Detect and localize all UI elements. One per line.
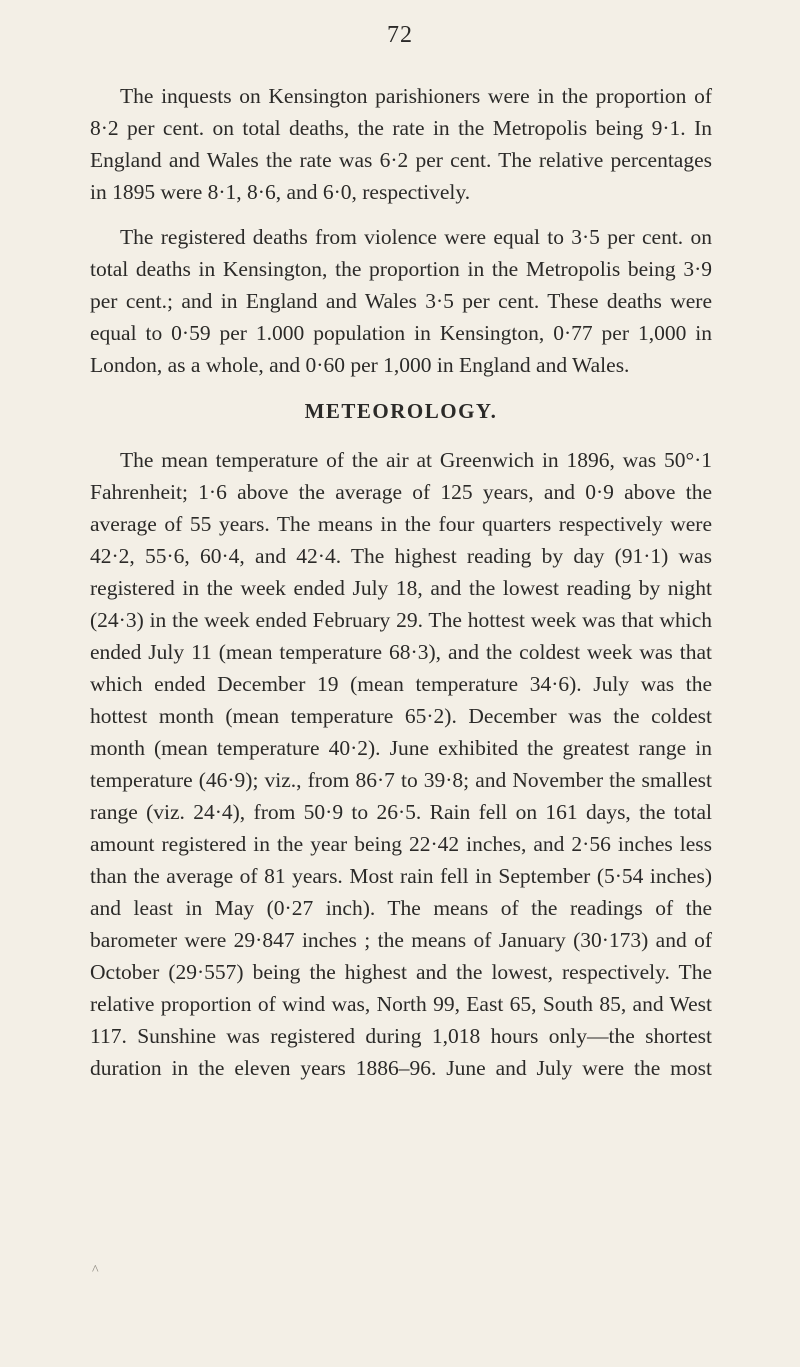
section-heading-meteorology: METEOROLOGY. <box>304 399 498 423</box>
body-text <box>90 80 712 1097</box>
print-mark-icon: ^ <box>92 1263 99 1278</box>
paragraph-meteorology: The mean temperature of the air at Greenwich in 1896, was 50°·1 Fahrenheit; 1·6 above the average of 125 years, and 0·9 above the average of 55 years. The means in the four quarters respectively were 42·2, 55·6, 60·4, and 42·4. The highest reading by day (91·1) was registered in the week ended July 18, and the lowest reading by night (24·3) in the week ended February 29. The hottest week was that which ended July 11 (mean temperature 68·3), and the coldest week was that which ended December 19 (mean temperature 34·6). July was the hottest month (mean temperature 65·2). December was the coldest month (mean temperature 40·2). June exhibited the greatest range in temperature (46·9); viz., from 86·7 to 39·8; and November the smallest range (viz. 24·4), from 50·9 to 26·5. Rain fell on 161 days, the total amount registered in the year being 22·42 inches, and 2·56 inches less than the average of 81 years. Most rain fell in September (5·54 inches) and least in May (0·27 inch). The means of the readings of the barometer were 29·847 inches ; the means of January (30·173) and of October (29·557) being the highest and the lowest, respectively. The relative proportion of wind was, North 99, East 65, South 85, and West 117. Sunshine was registered during 1,018 hours only—the shortest duration in the eleven years 1886–96. June and July were the most <box>90 448 712 1080</box>
paragraph-inquests: The inquests on Kensington parishioners were in the proportion of 8·2 per cent. on total deaths, the rate in the Metropolis being 9·1. In England and Wales the rate was 6·2 per cent. The relative percentages in 1895 were 8·1, 8·6, and 6·0, respectively. <box>90 84 712 204</box>
paragraph-violence-deaths: The registered deaths from violence were equal to 3·5 per cent. on total deaths in Kensington, the proportion in the Metropolis being 3·9 per cent.; and in England and Wales 3·5 per cent. These deaths were equal to 0·59 per 1.000 population in Kensington, 0·77 per 1,000 in London, as a whole, and 0·60 per 1,000 in England and Wales. <box>90 225 712 377</box>
page-number: 72 <box>387 22 413 48</box>
